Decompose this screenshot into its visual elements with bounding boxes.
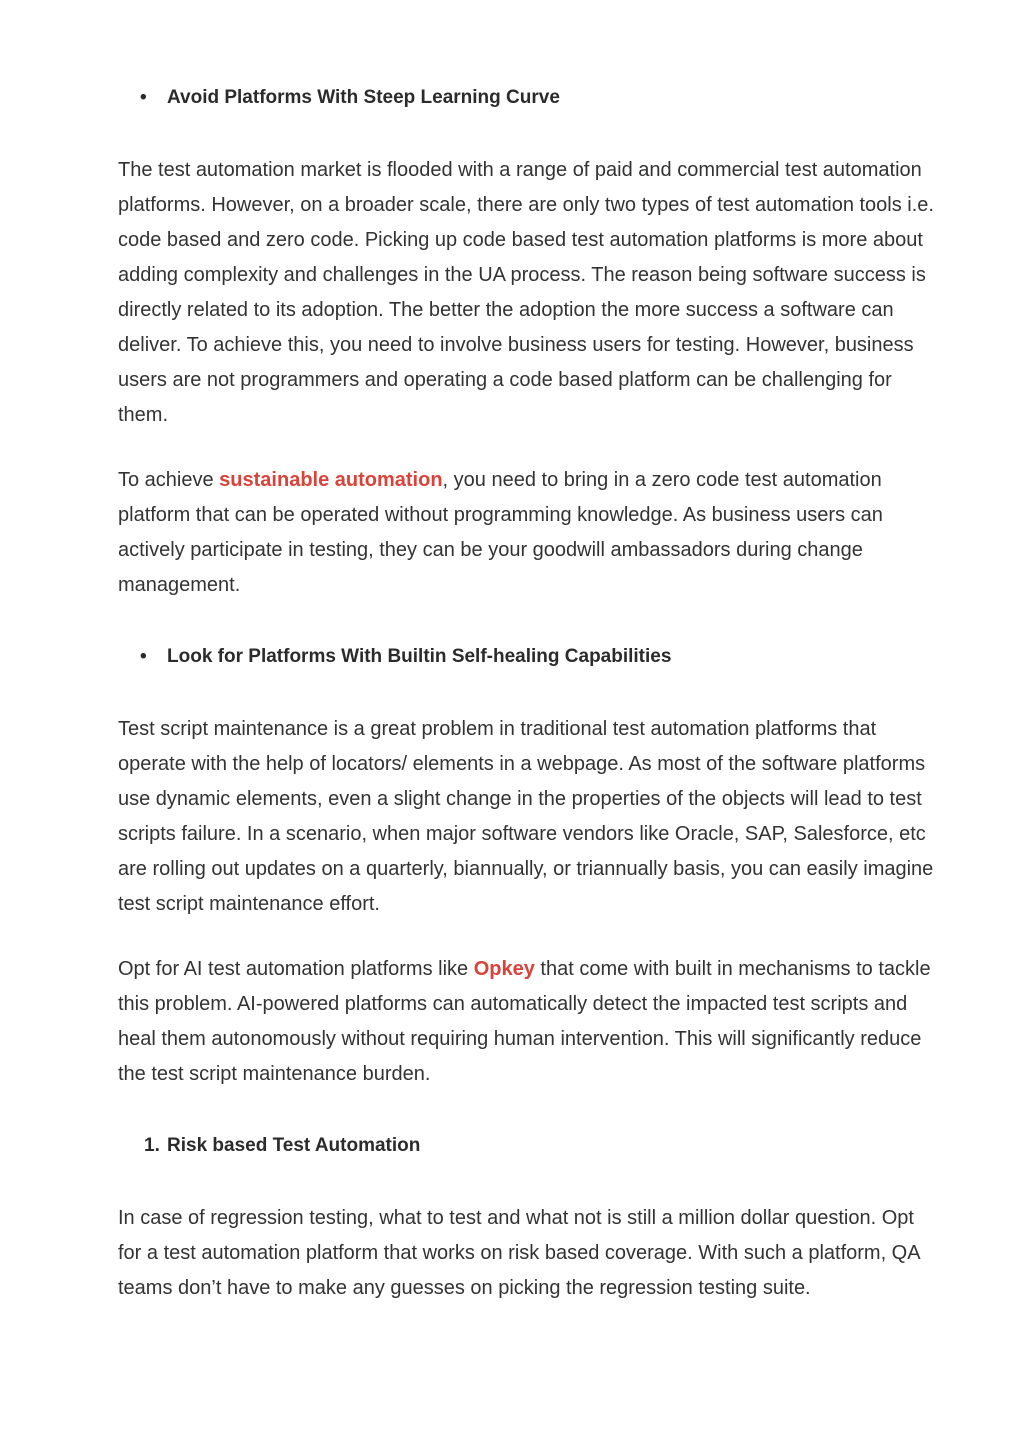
bullet-marker: • — [140, 87, 147, 108]
paragraph-text: To achieve — [118, 469, 220, 491]
bullet-marker: • — [140, 646, 147, 667]
paragraph-regression: In case of regression testing, what to test and what not is still a million dollar question. Opt for a test automation platform that works on risk based coverage. With such a platform, QA teams don’t have to make any guesses on picking the regression testing suite. — [118, 1207, 920, 1299]
heading-text: Avoid Platforms With Steep Learning Curve — [167, 87, 560, 108]
paragraph-maintenance: Test script maintenance is a great problem in traditional test automation platforms that operate with the help of locators/ elements in a webpage. As most of the software platforms use dynamic elements, even a slight change in the properties of the objects will lead to test scripts failure. In a scenario, when major software vendors like Oracle, SAP, Salesforce, etc are rolling out updates on a quarterly, biannually, or triannually basis, you can easily imagine test script maintenance effort. — [118, 718, 934, 915]
paragraph-sustainable — [118, 463, 938, 603]
opkey-link[interactable]: Opkey — [473, 958, 535, 980]
paragraph-opkey — [118, 952, 938, 1092]
sustainable-automation-link[interactable]: sustainable automation — [219, 469, 443, 491]
paragraph-text: Opt for AI test automation platforms like — [118, 958, 474, 980]
heading-text: Risk based Test Automation — [167, 1135, 421, 1156]
paragraph-text: , you need to bring in a zero code test automation platform that can be operated without programming knowledge. As business users can actively participate in testing, they can be your goodwill ambassadors during change management. — [118, 469, 883, 596]
heading-text: Look for Platforms With Builtin Self-healing Capabilities — [167, 646, 672, 667]
paragraph-text: that come with built in mechanisms to tackle this problem. AI-powered platforms can automatically detect the impacted test scripts and heal them autonomously without requiring human intervention. This will significantly reduce the test script maintenance burden. — [118, 958, 931, 1085]
paragraph-market: The test automation market is flooded with a range of paid and commercial test automation platforms. However, on a broader scale, there are only two types of test automation tools i.e. code based and zero code. Picking up code based test automation platforms is more about adding complexity and challenges in the UA process. The reason being software success is directly related to its adoption. The better the adoption the more success a software can deliver. To achieve this, you need to involve business users for testing. However, business users are not programmers and operating a code based platform can be challenging for them. — [118, 159, 934, 426]
list-number: 1. — [144, 1135, 160, 1156]
